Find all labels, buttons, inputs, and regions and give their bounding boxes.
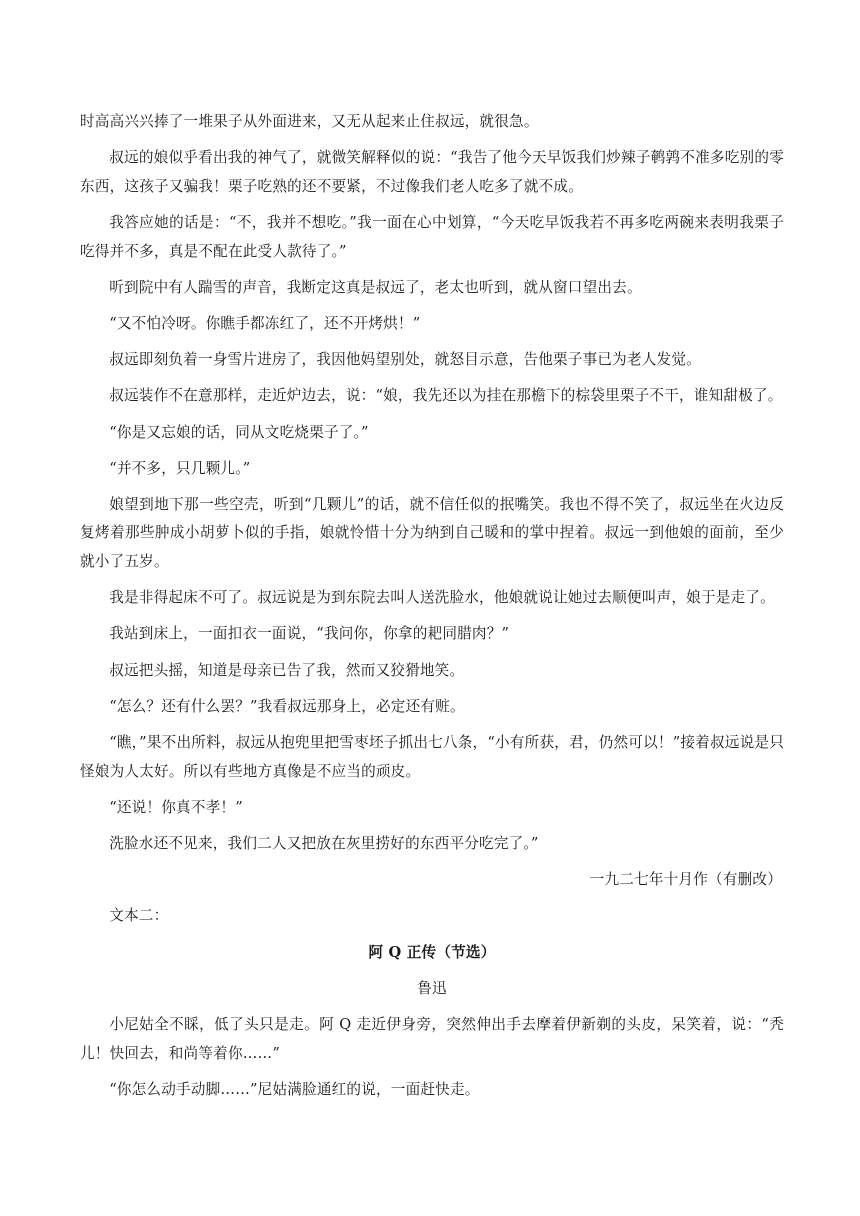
paragraph: “瞧，”果不出所料，叔远从抱兜里把雪枣坯子抓出七八条，“小有所获，君，仍然可以！”接着叔远说是只怪娘为人太好。所以有些地方真像是不应当的顽皮。 — [80, 734, 784, 780]
paragraph: 我答应她的话是：“不，我并不想吃。”我一面在心中划算，“今天吃早饭我若不再多吃两碗来表明我栗子吃得并不多，真是不配在此受人款待了。” — [80, 213, 784, 260]
paragraph: 我是非得起床不可了。叔远说是为到东院去叫人送洗脸水，他娘就说让她过去顺便叫声，娘于是走了。 — [109, 589, 775, 607]
paragraph: 叔远即刻负着一身雪片进房了，我因他妈望别处，就怒目示意，告他栗子事已为老人发觉。 — [109, 351, 701, 369]
paragraph: “怎么？还有什么罢？”我看叔远那身上，必定还有赃。 — [109, 697, 465, 715]
paragraph: 娘望到地下那一些空壳，听到“几颗儿”的话，就不信任似的抿嘴笑。我也不得不笑了，叔远坐在火边反复烤着那些肿成小胡萝卜似的手指，娘就怜惜十分为纳到自己暖和的掌中捏着。叔远一到他娘的面前，至少就小了五岁。 — [80, 495, 784, 571]
paragraph: “并不多，只几颗儿。” — [109, 459, 251, 477]
paragraph: 叔远的娘似乎看出我的神气了，就微笑解释似的说：“我告了他今天早饭我们炒辣子鹌鹑不准多吃别的零东西，这孩子又骗我！栗子吃熟的还不要紧，不过像我们老人吃多了就不成。 — [80, 149, 784, 195]
paragraph: 叔远装作不在意那样，走近炉边去，说：“娘，我先还以为挂在那檐下的棕袋里栗子不干，谁知甜极了。 — [109, 387, 783, 405]
section-label: 文本二： — [109, 907, 169, 925]
paragraph: “你怎么动手动脚……”尼姑满脸通红的说，一面赶快走。 — [109, 1080, 480, 1098]
paragraph: 听到院中有人踹雪的声音，我断定这真是叔远了，老太也听到，就从窗口望出去。 — [109, 278, 642, 296]
paragraph: 时高高兴兴捧了一堆果子从外面进来，又无从起来止住叔远，就很急。 — [80, 113, 539, 130]
paragraph: “还说！你真不孝！” — [109, 798, 243, 816]
passage-author: 鲁迅 — [417, 979, 447, 997]
paragraph: 小尼姑全不睬，低了头只是走。阿 Q 走近伊身旁，突然伸出手去摩着伊新剃的头皮，呆笑着，说：“秃儿！快回去，和尚等着你……” — [80, 1015, 784, 1062]
paragraph: 我站到床上，一面扣衣一面说，“我问你，你拿的耙同腊肉？” — [109, 625, 510, 643]
document-page — [80, 108, 784, 1112]
date-note: 一九二七年十月作（有删改） — [589, 871, 782, 889]
passage-title: 阿 Q 正传（节选） — [368, 943, 496, 961]
paragraph: “又不怕冷呀。你瞧手都冻红了，还不开烤烘！” — [109, 314, 421, 332]
paragraph: 洗脸水还不见来，我们二人又把放在灰里捞好的东西平分吃完了。” — [109, 834, 539, 852]
paragraph: 叔远把头摇，知道是母亲已告了我，然而又狡猾地笑。 — [109, 661, 465, 679]
paragraph: “你是又忘娘的话，同从文吃烧栗子了。” — [109, 423, 369, 441]
